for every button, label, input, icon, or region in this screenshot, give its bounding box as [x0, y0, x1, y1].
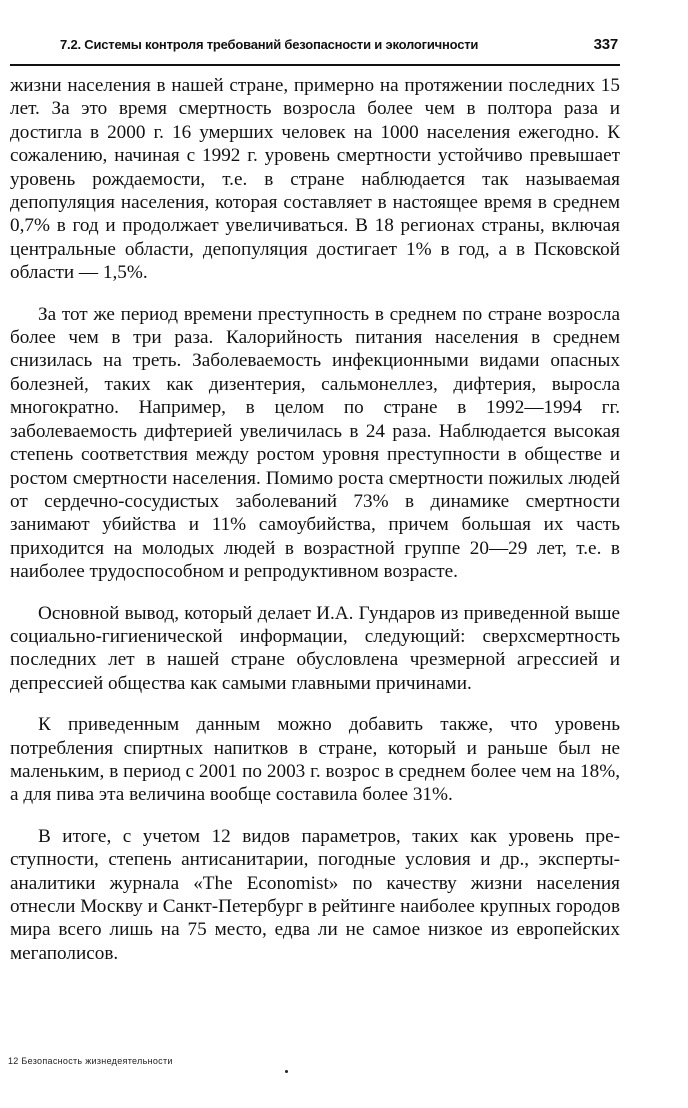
footer-dot	[285, 1070, 288, 1073]
paragraph: За тот же период времени преступность в среднем по стране возросла более чем в три раза. Калорийность питания населения в среднем снизилась на треть. Заболеваемость инфекционными видами опасных болезней, таких как дизентерия, сальмонеллез, дифтерия, выросла многократно. Например, в целом по стране в 1992—1994 гг. заболеваемость дифтерией увеличилась в 24 раза. Наблюдается высокая степень соответствия между ростом уровня преступности в обществе и ростом смертности населения. Помимо роста смертности пожилых людей от сердечно-сосудистых заболеваний 73% в динамике смертности занимают убийства и 11% самоубийства, причем большая их часть приходится на молодых людей в возрастной группе 20—29 лет, т.е. в наиболее трудоспособном и репродуктивном возрасте.	[10, 303, 620, 583]
paragraph-continuation: жизни населения в нашей стране, примерно на протяжении последних 15 лет. За это время смертность возросла более чем в полтора раза и достигла в 2000 г. 16 умерших человек на 1000 населения ежегодно. К сожалению, начиная с 1992 г. уровень смертности устойчиво превышает уровень рождаемости, т.е. в стране наблюдается так называемая депопуляция населения, которая составляет в настоящее время в среднем 0,7% в год и продолжает увеличиваться. В 18 регионах страны, включая центральные области, депопуляция достигает 1% в год, а в Псковской области — 1,5%.	[10, 75, 620, 284]
signature-mark: 12 Безопасность жизнедеятельности	[8, 1056, 173, 1066]
header-rule	[10, 64, 620, 66]
paragraph: Основной вывод, который делает И.А. Гундаров из приведенной выше социально-гигиенической информации, следующий: сверхсмертность последних лет в нашей стране обусловлена чрезмерной агрессией и депрессией общества как самыми главными причинами.	[10, 602, 620, 694]
page-number: 337	[593, 36, 618, 53]
running-header	[60, 36, 620, 53]
paragraph: В итоге, с учетом 12 видов параметров, таких как уровень преступности, степень антисанитарии, погодные условия и др., эксперты-аналитики журнала «The Economist» по качеству жизни населения отнесли Москву и Санкт-Петербург в рейтинге наиболее крупных городов мира всего лишь на 75 место, едва ли не самое низкое из европейских мегаполисов.	[10, 825, 620, 964]
running-title: 7.2. Системы контроля требований безопасности и экологичности	[60, 37, 479, 52]
body-text	[10, 74, 620, 965]
paragraph: К приведенным данным можно добавить также, что уровень потребления спиртных напитков в стране, который и раньше был не маленьким, в период с 2001 по 2003 г. возрос в среднем более чем на 18%, а для пива эта величина вообще составила более 31%.	[10, 714, 620, 806]
